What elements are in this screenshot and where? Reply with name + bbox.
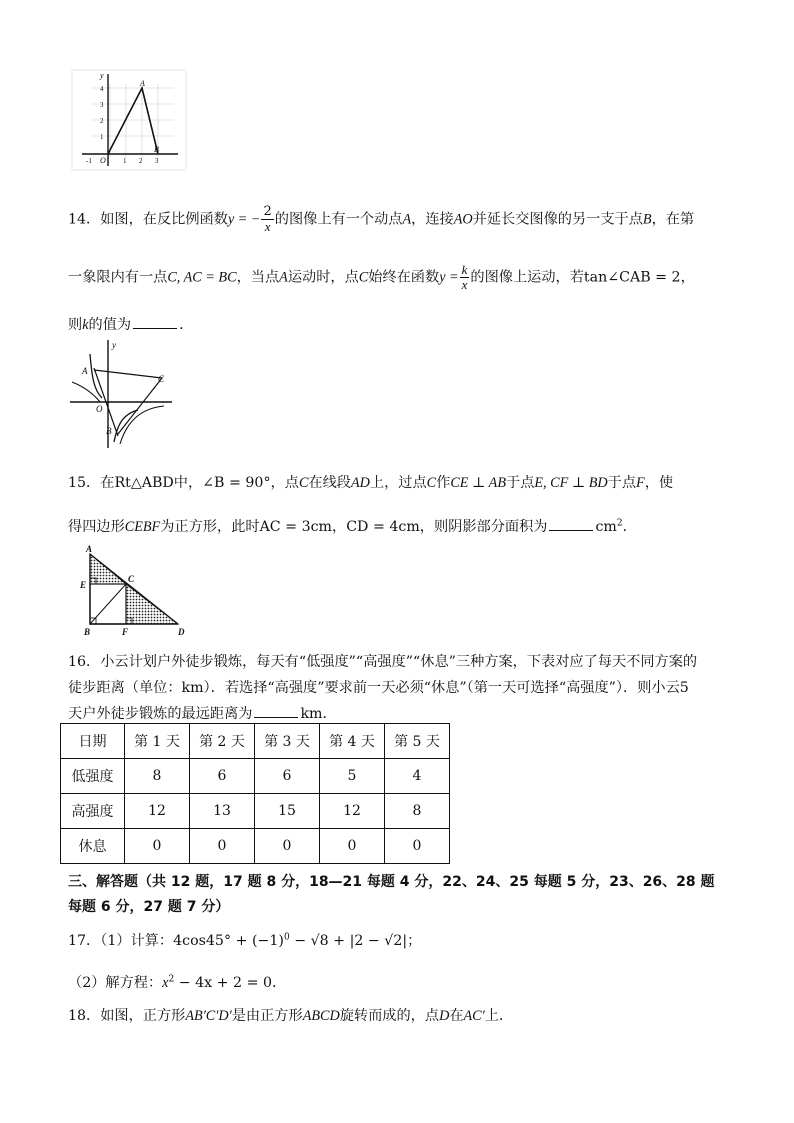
q14-line3: 则k的值为 ． (68, 317, 194, 333)
tick-1: 1 (100, 133, 104, 141)
q14-line1: 14．如图，在反比例函数y = − $\frac{2}{x}$ 的图像上有一个动点A，连接AO并延长交图像的另一支于点B，在第 (68, 204, 695, 234)
tick-x3: 3 (155, 157, 159, 165)
table-row (61, 759, 450, 794)
table-row (61, 829, 450, 864)
table-cell: 13 (190, 794, 255, 829)
q14-line2: 一象限内有一点C, AC = BC，当点A运动时，点C始终在函数y = $\frac{k}{x}$ 的图像上运动，若tan∠CAB = 2， (68, 262, 695, 292)
table-cell: 0 (320, 829, 385, 864)
table-cell: 高强度 (61, 794, 125, 829)
tick-2: 2 (100, 117, 104, 125)
table-header-cell: 第 1 天 (125, 724, 190, 759)
table-cell: 8 (125, 759, 190, 794)
q17-part1: 17．（1）计算：$4\cos 45^\circ + (-1)^0 - √8 + |2 - √2|$； (68, 932, 422, 949)
point-A-label: A (140, 79, 145, 88)
point-C-label: C (128, 574, 135, 584)
table-cell: 15 (255, 794, 320, 829)
tick-4: 4 (100, 85, 104, 93)
y-label: y (112, 340, 116, 350)
graph-figure-q14 (68, 338, 176, 450)
q15-line2: 得四边形CEBF为正方形，此时AC = 3cm，CD = 4cm，则阴影部分面积为 $cm^2$． (68, 518, 637, 535)
table-cell: 12 (125, 794, 190, 829)
origin-label: O (100, 156, 106, 165)
table-cell: 5 (320, 759, 385, 794)
origin-label: O (96, 404, 103, 414)
answer-blank (549, 529, 593, 531)
geometry-figure-q15 (78, 544, 190, 638)
point-B-label: B (154, 145, 159, 154)
table-cell: 0 (385, 829, 450, 864)
table-cell: 低强度 (61, 759, 125, 794)
section-heading-cont: 每题 6 分，27 题 7 分） (68, 899, 230, 915)
point-C-label: C (158, 374, 165, 384)
point-D-label: D (178, 627, 185, 637)
point-A-label: A (82, 366, 88, 376)
table-cell: 0 (190, 829, 255, 864)
q17-part2: （2）解方程：$x^2 - 4x + 2 = 0$． (68, 974, 287, 991)
point-B-label: B (106, 426, 112, 436)
point-F-label: F (122, 627, 129, 637)
table-cell: 8 (385, 794, 450, 829)
q16-line3: 天户外徒步锻炼的最远距离为 km． (68, 706, 337, 722)
table-row (61, 794, 450, 829)
q18-line1: 18．如图，正方形AB′C′D′是由正方形ABCD旋转而成的，点D在AC′上． (68, 1008, 514, 1024)
tick-minus1: -1 (86, 157, 92, 165)
table-header-cell: 第 5 天 (385, 724, 450, 759)
table-header-cell: 日期 (61, 724, 125, 759)
y-axis-label: y (100, 71, 104, 80)
tick-x2: 2 (139, 157, 143, 165)
answer-blank (133, 327, 177, 329)
point-A-label: A (86, 544, 93, 554)
table-cell: 休息 (61, 829, 125, 864)
table-header-cell: 第 4 天 (320, 724, 385, 759)
table-cell: 6 (255, 759, 320, 794)
distance-table (60, 723, 450, 864)
q15-line1: 15．在Rt△ABD中，∠B = 90°，点C在线段AD上，过点C作CE ⊥ AB于点E, CF ⊥ BD于点F，使 (68, 475, 674, 491)
table-cell: 6 (190, 759, 255, 794)
point-E-label: E (80, 580, 87, 590)
table-header-cell: 第 3 天 (255, 724, 320, 759)
table-cell: 0 (125, 829, 190, 864)
answer-blank (254, 716, 298, 718)
q16-line2: 徒步距离（单位：km）．若选择“高强度”要求前一天必须“休息”（第一天可选择“高强度”）．则小云5 (68, 680, 689, 696)
table-cell: 4 (385, 759, 450, 794)
tick-3: 3 (100, 101, 104, 109)
table-cell: 12 (320, 794, 385, 829)
table-header-row (61, 724, 450, 759)
graph-figure-q13 (68, 66, 188, 174)
tick-x1: 1 (123, 157, 127, 165)
point-B-label: B (84, 627, 91, 637)
table-cell: 0 (255, 829, 320, 864)
section-heading: 三、解答题（共 12 题，17 题 8 分，18—21 每题 4 分，22、24、25 每题 5 分，23、26、28 题 (68, 874, 715, 890)
table-header-cell: 第 2 天 (190, 724, 255, 759)
q16-line1: 16．小云计划户外徒步锻炼，每天有“低强度”“高强度”“休息”三种方案，下表对应了每天不同方案的 (68, 654, 698, 670)
